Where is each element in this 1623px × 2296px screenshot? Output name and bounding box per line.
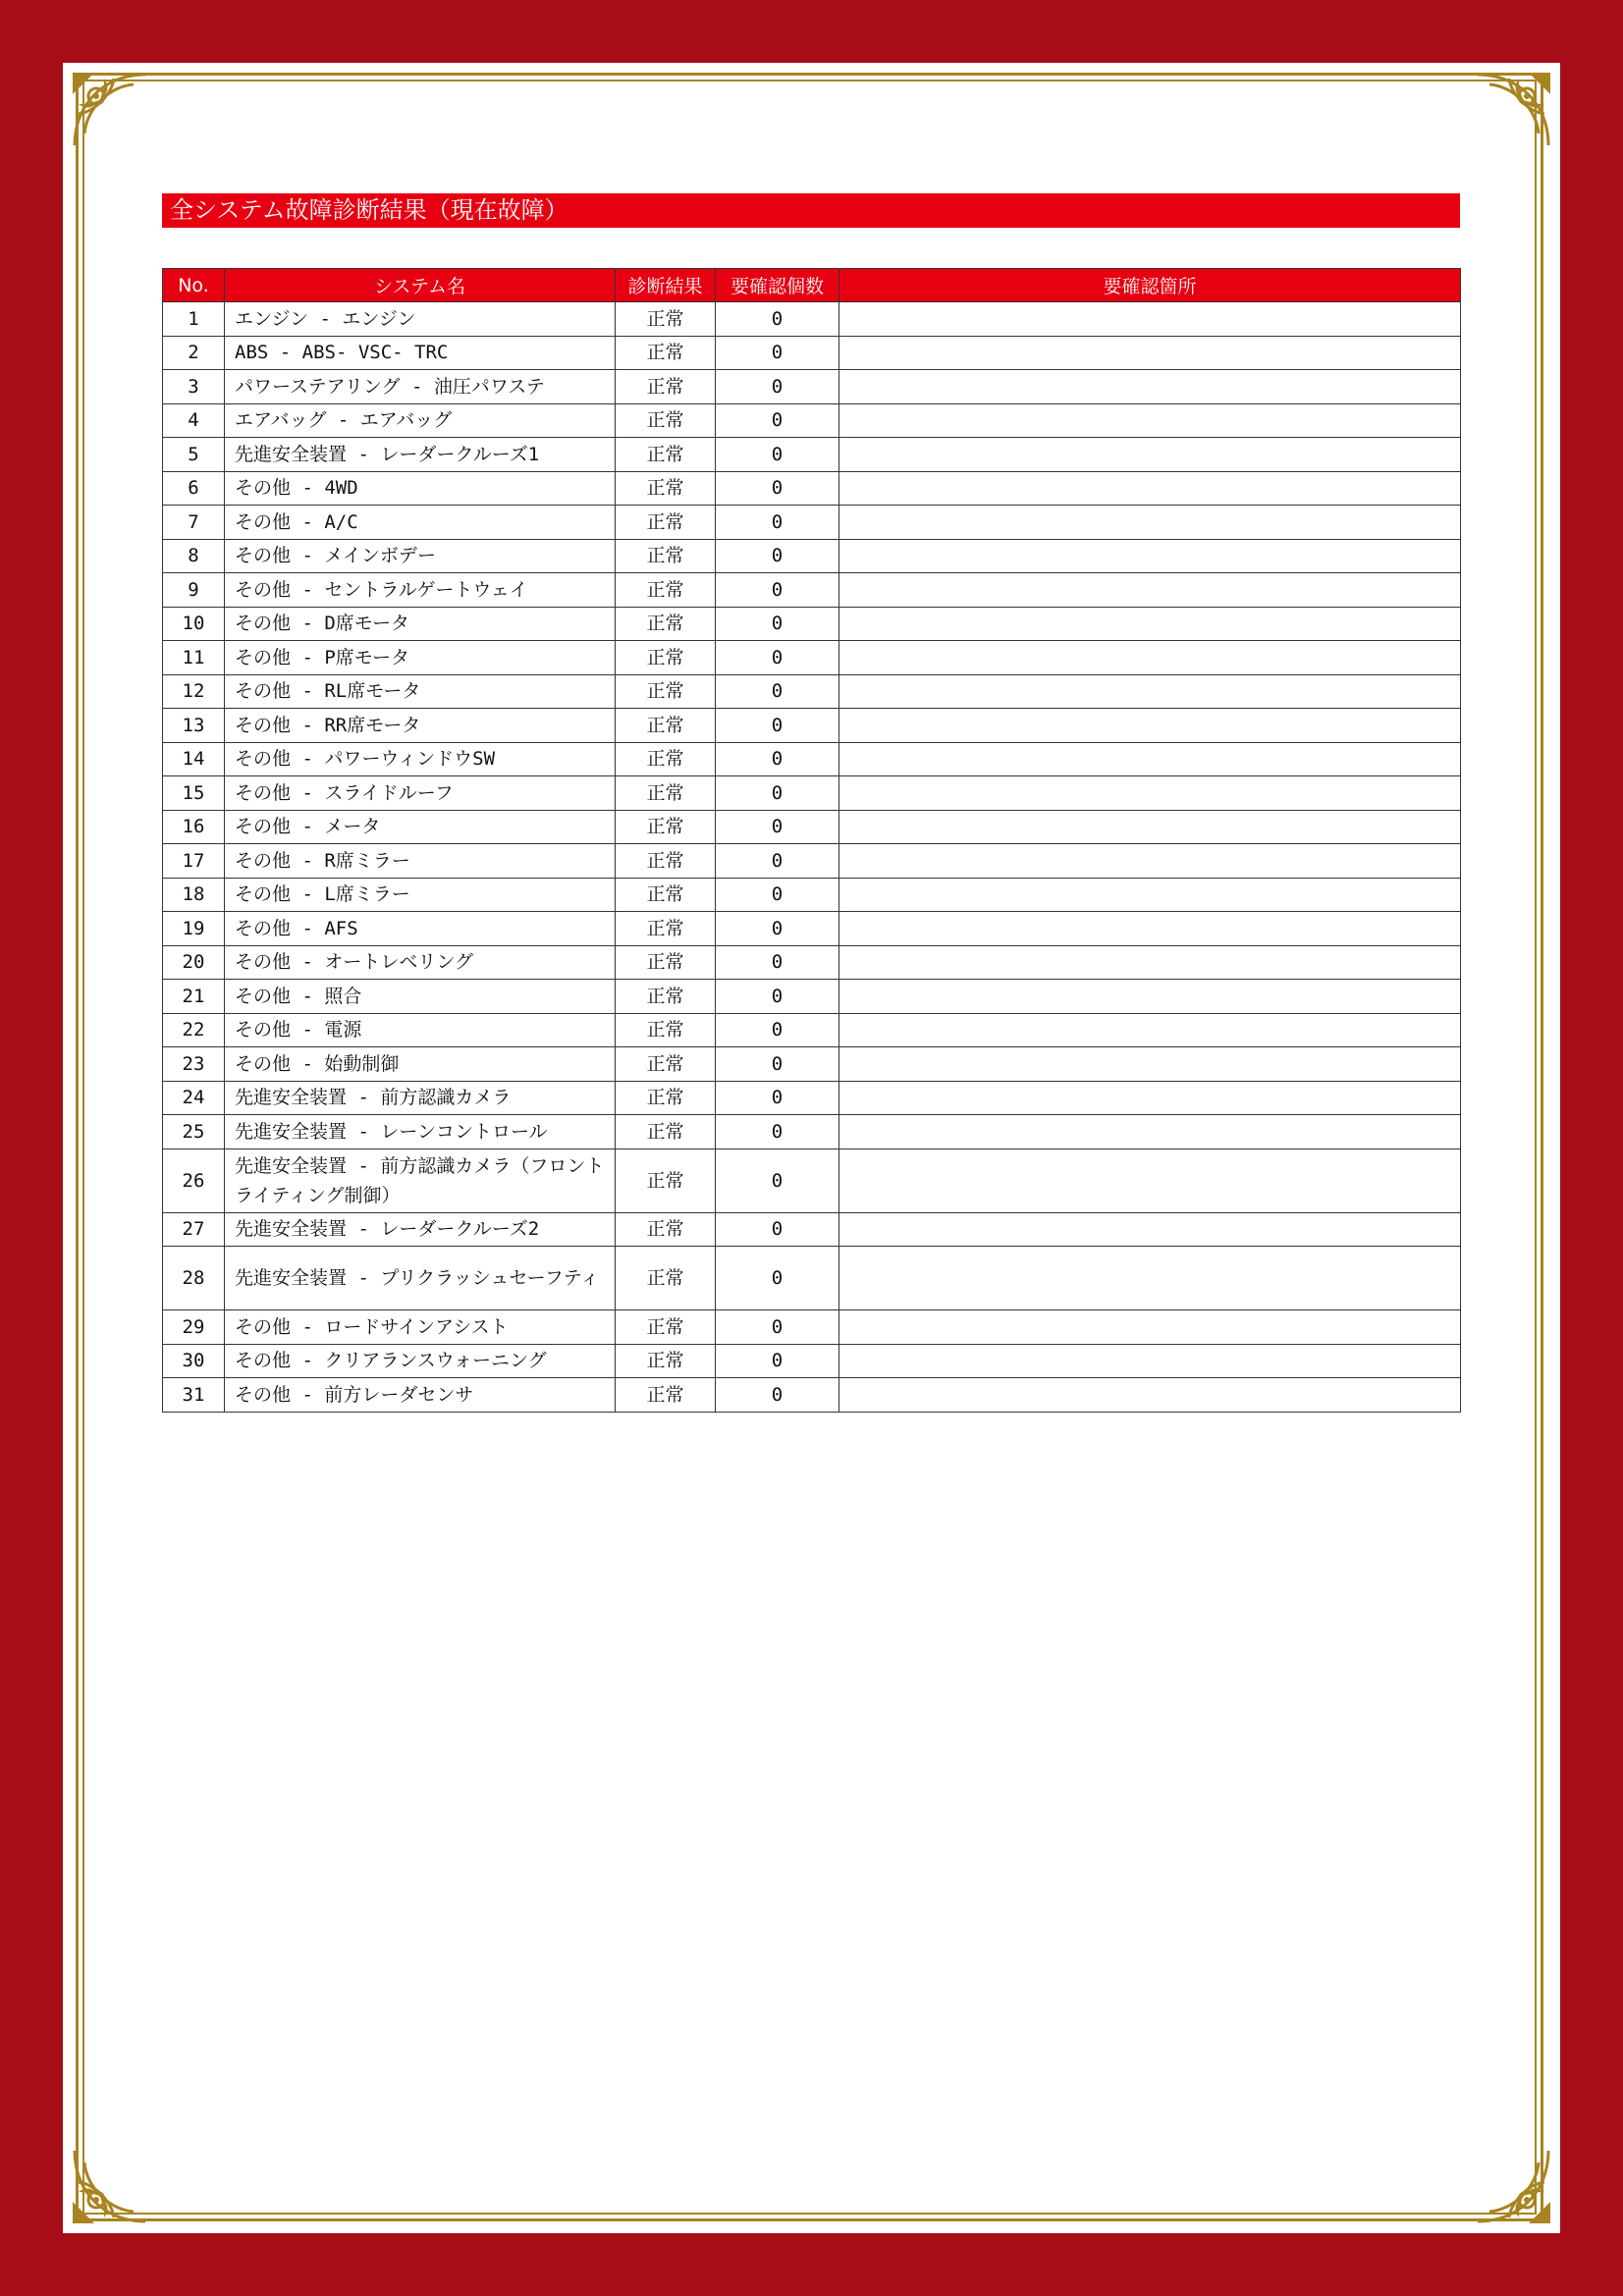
row-number: 4 (163, 403, 225, 438)
table-row (163, 403, 1461, 438)
table-body (163, 302, 1461, 1413)
row-system-name: その他 - 始動制御 (225, 1047, 616, 1082)
row-result: 正常 (616, 607, 716, 641)
row-check-count: 0 (716, 1378, 839, 1413)
row-check-count: 0 (716, 1310, 839, 1345)
row-number: 27 (163, 1212, 225, 1247)
table-row (163, 878, 1461, 912)
row-system-name: 先進安全装置 - 前方認識カメラ (225, 1081, 616, 1115)
row-number: 30 (163, 1344, 225, 1378)
row-check-location (839, 1013, 1461, 1047)
row-system-name: その他 - RL席モータ (225, 674, 616, 709)
row-check-count: 0 (716, 336, 839, 370)
row-result: 正常 (616, 1013, 716, 1047)
row-number: 1 (163, 302, 225, 337)
row-number: 8 (163, 539, 225, 573)
row-result: 正常 (616, 1344, 716, 1378)
row-number: 17 (163, 844, 225, 879)
diagnosis-table (162, 268, 1461, 1413)
row-result: 正常 (616, 1115, 716, 1149)
table-row (163, 1115, 1461, 1149)
row-check-count: 0 (716, 1115, 839, 1149)
row-check-count: 0 (716, 471, 839, 506)
row-number: 19 (163, 912, 225, 946)
ornament-corner-icon (1468, 2141, 1558, 2231)
row-system-name: その他 - 4WD (225, 471, 616, 506)
table-row (163, 980, 1461, 1014)
row-number: 25 (163, 1115, 225, 1149)
row-check-count: 0 (716, 1344, 839, 1378)
table-row (163, 1047, 1461, 1082)
table-row (163, 302, 1461, 337)
row-result: 正常 (616, 980, 716, 1014)
row-check-location (839, 810, 1461, 844)
table-row (163, 438, 1461, 472)
row-check-count: 0 (716, 912, 839, 946)
row-number: 21 (163, 980, 225, 1014)
table-row (163, 370, 1461, 404)
row-number: 16 (163, 810, 225, 844)
table-row (163, 1081, 1461, 1115)
row-check-count: 0 (716, 302, 839, 337)
row-check-location (839, 438, 1461, 472)
row-number: 5 (163, 438, 225, 472)
row-result: 正常 (616, 370, 716, 404)
row-result: 正常 (616, 573, 716, 608)
row-system-name: その他 - ロードサインアシスト (225, 1310, 616, 1345)
row-check-count: 0 (716, 844, 839, 879)
table-row (163, 641, 1461, 675)
row-number: 7 (163, 506, 225, 540)
row-system-name: 先進安全装置 - 前方認識カメラ（フロントライティング制御） (225, 1148, 616, 1212)
row-check-location (839, 1247, 1461, 1310)
row-number: 15 (163, 776, 225, 811)
header-result: 診断結果 (616, 269, 716, 302)
ornament-corner-icon (1468, 65, 1558, 155)
row-system-name: パワーステアリング - 油圧パワステ (225, 370, 616, 404)
row-result: 正常 (616, 539, 716, 573)
row-check-location (839, 370, 1461, 404)
row-check-location (839, 539, 1461, 573)
table-row (163, 1378, 1461, 1413)
row-result: 正常 (616, 674, 716, 709)
table-row (163, 912, 1461, 946)
row-number: 10 (163, 607, 225, 641)
row-check-location (839, 709, 1461, 743)
table-row (163, 674, 1461, 709)
row-check-count: 0 (716, 1247, 839, 1310)
table-row (163, 844, 1461, 879)
row-check-count: 0 (716, 1212, 839, 1247)
row-system-name: その他 - メインボデー (225, 539, 616, 573)
row-system-name: その他 - RR席モータ (225, 709, 616, 743)
row-result: 正常 (616, 810, 716, 844)
table-row (163, 945, 1461, 980)
row-number: 23 (163, 1047, 225, 1082)
row-number: 13 (163, 709, 225, 743)
row-system-name: その他 - メータ (225, 810, 616, 844)
row-check-count: 0 (716, 370, 839, 404)
row-result: 正常 (616, 1247, 716, 1310)
row-check-count: 0 (716, 539, 839, 573)
row-number: 3 (163, 370, 225, 404)
row-result: 正常 (616, 641, 716, 675)
row-check-location (839, 1212, 1461, 1247)
row-check-location (839, 641, 1461, 675)
table-row (163, 336, 1461, 370)
row-result: 正常 (616, 1047, 716, 1082)
row-check-count: 0 (716, 878, 839, 912)
row-result: 正常 (616, 1081, 716, 1115)
row-check-count: 0 (716, 573, 839, 608)
table-row (163, 776, 1461, 811)
row-system-name: 先進安全装置 - レーダークルーズ2 (225, 1212, 616, 1247)
row-number: 26 (163, 1148, 225, 1212)
row-system-name: エンジン - エンジン (225, 302, 616, 337)
header-no: No. (163, 269, 225, 302)
row-result: 正常 (616, 1212, 716, 1247)
table-row (163, 573, 1461, 608)
row-check-count: 0 (716, 607, 839, 641)
row-result: 正常 (616, 709, 716, 743)
row-number: 24 (163, 1081, 225, 1115)
row-check-count: 0 (716, 945, 839, 980)
row-system-name: その他 - クリアランスウォーニング (225, 1344, 616, 1378)
row-check-count: 0 (716, 674, 839, 709)
row-result: 正常 (616, 506, 716, 540)
ornament-corner-icon (65, 65, 155, 155)
header-check-location: 要確認箇所 (839, 269, 1461, 302)
row-check-location (839, 1047, 1461, 1082)
row-system-name: 先進安全装置 - レーンコントロール (225, 1115, 616, 1149)
row-system-name: その他 - 照合 (225, 980, 616, 1014)
row-result: 正常 (616, 1378, 716, 1413)
header-check-count: 要確認個数 (716, 269, 839, 302)
table-row (163, 1148, 1461, 1212)
row-system-name: その他 - R席ミラー (225, 844, 616, 879)
row-system-name: エアバッグ - エアバッグ (225, 403, 616, 438)
row-system-name: その他 - L席ミラー (225, 878, 616, 912)
row-check-location (839, 471, 1461, 506)
row-check-count: 0 (716, 810, 839, 844)
row-check-count: 0 (716, 506, 839, 540)
row-check-location (839, 403, 1461, 438)
row-result: 正常 (616, 945, 716, 980)
row-check-location (839, 1081, 1461, 1115)
row-check-count: 0 (716, 403, 839, 438)
row-check-location (839, 1115, 1461, 1149)
row-check-location (839, 878, 1461, 912)
row-result: 正常 (616, 776, 716, 811)
row-check-location (839, 302, 1461, 337)
row-check-location (839, 506, 1461, 540)
row-result: 正常 (616, 912, 716, 946)
row-system-name: その他 - P席モータ (225, 641, 616, 675)
row-system-name: その他 - スライドルーフ (225, 776, 616, 811)
row-number: 31 (163, 1378, 225, 1413)
row-check-count: 0 (716, 709, 839, 743)
row-check-count: 0 (716, 980, 839, 1014)
table-row (163, 709, 1461, 743)
row-system-name: その他 - 前方レーダセンサ (225, 1378, 616, 1413)
row-result: 正常 (616, 471, 716, 506)
row-result: 正常 (616, 302, 716, 337)
row-number: 11 (163, 641, 225, 675)
row-check-location (839, 573, 1461, 608)
row-system-name: その他 - パワーウィンドウSW (225, 742, 616, 776)
table-row (163, 1013, 1461, 1047)
row-check-location (839, 980, 1461, 1014)
row-number: 14 (163, 742, 225, 776)
row-number: 22 (163, 1013, 225, 1047)
row-number: 20 (163, 945, 225, 980)
row-number: 28 (163, 1247, 225, 1310)
row-system-name: その他 - セントラルゲートウェイ (225, 573, 616, 608)
row-system-name: ABS - ABS- VSC- TRC (225, 336, 616, 370)
row-result: 正常 (616, 1310, 716, 1345)
row-result: 正常 (616, 1148, 716, 1212)
row-check-count: 0 (716, 776, 839, 811)
table-row (163, 1310, 1461, 1345)
table-row (163, 810, 1461, 844)
row-system-name: その他 - オートレベリング (225, 945, 616, 980)
row-check-location (839, 1344, 1461, 1378)
row-result: 正常 (616, 403, 716, 438)
row-result: 正常 (616, 438, 716, 472)
row-check-count: 0 (716, 742, 839, 776)
row-number: 6 (163, 471, 225, 506)
table-row (163, 1212, 1461, 1247)
row-result: 正常 (616, 336, 716, 370)
row-system-name: その他 - 電源 (225, 1013, 616, 1047)
row-check-count: 0 (716, 641, 839, 675)
table-row (163, 607, 1461, 641)
table-row (163, 539, 1461, 573)
row-check-location (839, 1310, 1461, 1345)
ornament-corner-icon (65, 2141, 155, 2231)
row-check-count: 0 (716, 438, 839, 472)
row-system-name: 先進安全装置 - プリクラッシュセーフティ (225, 1247, 616, 1310)
row-system-name: その他 - D席モータ (225, 607, 616, 641)
row-check-location (839, 336, 1461, 370)
row-check-count: 0 (716, 1148, 839, 1212)
row-check-location (839, 674, 1461, 709)
row-check-location (839, 844, 1461, 879)
row-check-location (839, 742, 1461, 776)
row-check-count: 0 (716, 1047, 839, 1082)
row-result: 正常 (616, 844, 716, 879)
row-system-name: その他 - A/C (225, 506, 616, 540)
table-row (163, 1247, 1461, 1310)
table-row (163, 506, 1461, 540)
row-check-location (839, 776, 1461, 811)
table-header-row (163, 269, 1461, 302)
row-check-count: 0 (716, 1013, 839, 1047)
row-system-name: 先進安全装置 - レーダークルーズ1 (225, 438, 616, 472)
table-row (163, 1344, 1461, 1378)
header-system-name: システム名 (225, 269, 616, 302)
section-title: 全システム故障診断結果（現在故障） (162, 193, 1460, 228)
row-number: 12 (163, 674, 225, 709)
row-check-count: 0 (716, 1081, 839, 1115)
row-check-location (839, 607, 1461, 641)
row-check-location (839, 912, 1461, 946)
row-number: 9 (163, 573, 225, 608)
row-check-location (839, 1148, 1461, 1212)
table-row (163, 471, 1461, 506)
row-number: 29 (163, 1310, 225, 1345)
table-row (163, 742, 1461, 776)
row-result: 正常 (616, 742, 716, 776)
row-result: 正常 (616, 878, 716, 912)
row-number: 2 (163, 336, 225, 370)
row-number: 18 (163, 878, 225, 912)
row-check-location (839, 945, 1461, 980)
row-system-name: その他 - AFS (225, 912, 616, 946)
row-check-location (839, 1378, 1461, 1413)
